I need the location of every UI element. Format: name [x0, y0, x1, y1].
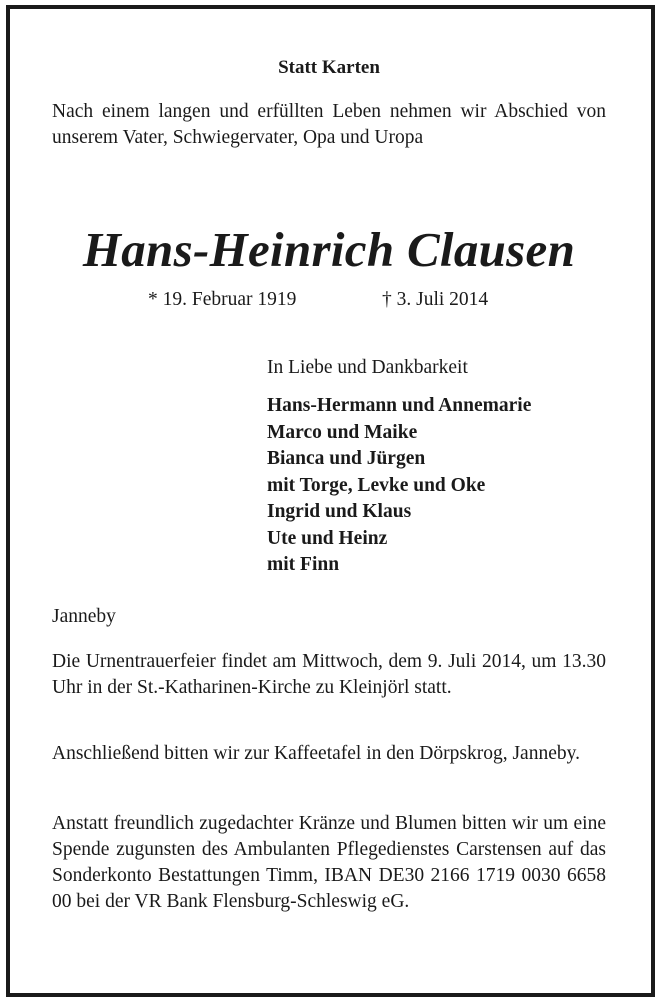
place-text: Janneby: [52, 606, 116, 627]
ceremony-text: Die Urnentrauerfeier findet am Mittwoch, dem 9. Juli 2014, um 13.30 Uhr in der St.-Katharinen-Kirche zu Kleinjörl statt.: [52, 651, 606, 698]
mourner-line: Ute und Heinz: [267, 527, 388, 549]
mourners-list: [267, 393, 531, 579]
birth-date: * 19. Februar 1919: [148, 289, 297, 310]
mourner-line: Bianca und Jürgen: [267, 448, 426, 469]
mourner-line: mit Torge, Levke und Oke: [267, 474, 486, 496]
donation-text: Anstatt freundlich zugedachter Kränze und Blumen bitten wir um eine Spende zugunsten des Ambulanten Pflegedienstes Carstensen auf das Sonderkonto Bestattungen Timm, IBAN DE30 2166 1719 0030 6658 00 bei der VR Bank Flensburg-Schleswig eG.: [52, 813, 606, 912]
mourner-line: Ingrid und Klaus: [267, 501, 412, 522]
mourner-line: mit Finn: [267, 554, 340, 575]
coffee-text: Anschließend bitten wir zur Kaffeetafel in den Dörpskrog, Janneby.: [52, 743, 580, 764]
notice-heading: Statt Karten: [278, 57, 380, 78]
mourner-line: Marco und Maike: [267, 421, 418, 443]
mourner-line: Hans-Hermann und Annemarie: [267, 395, 532, 416]
thanks-line: In Liebe und Dankbarkeit: [267, 357, 468, 378]
deceased-name: Hans-Heinrich Clausen: [82, 222, 576, 277]
death-date: † 3. Juli 2014: [382, 289, 489, 310]
intro-text: Nach einem langen und erfüllten Leben nehmen wir Abschied von unserem Vater, Schwiegervater, Opa und Uropa: [52, 101, 606, 148]
